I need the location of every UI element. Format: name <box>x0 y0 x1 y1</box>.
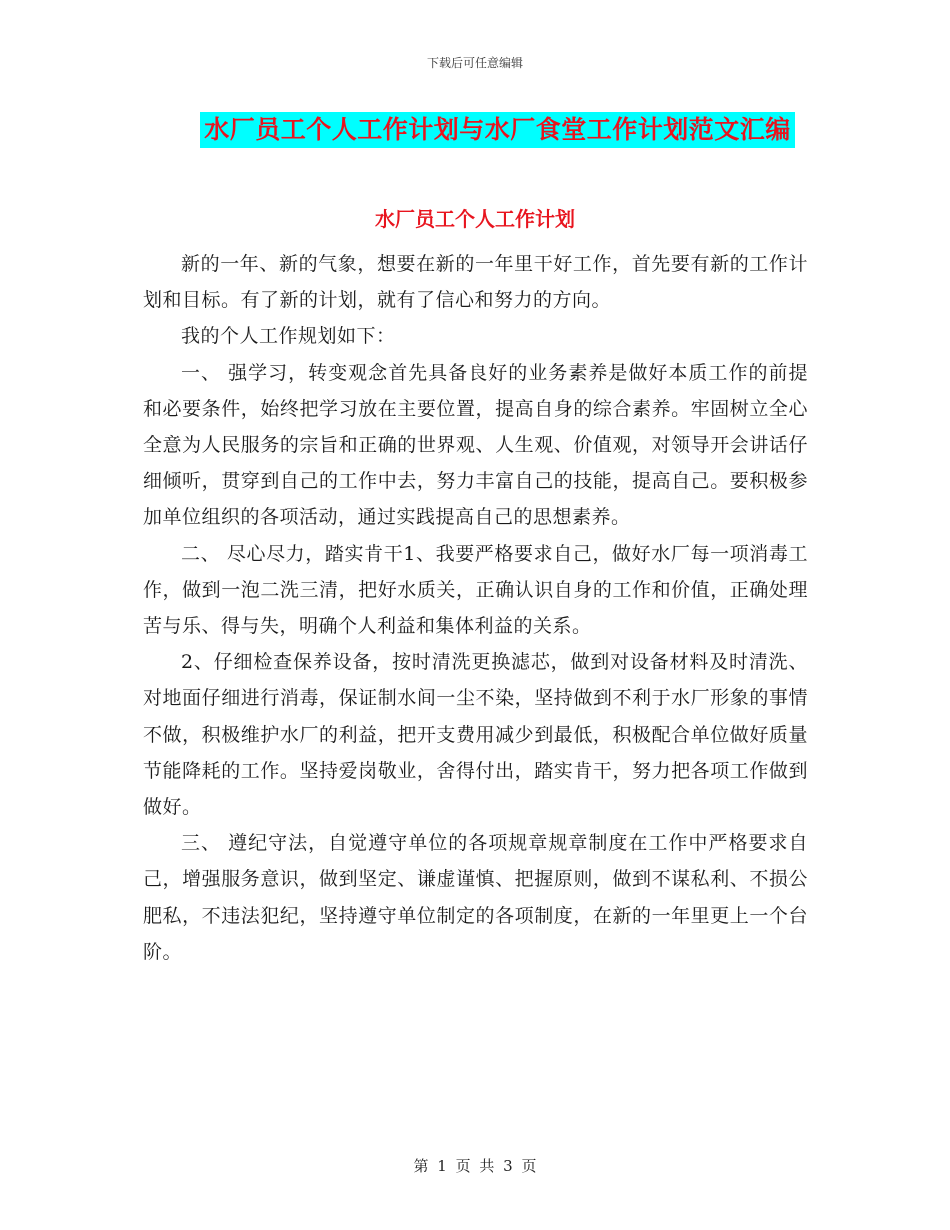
section-title: 水厂员工个人工作计划 <box>375 207 575 231</box>
paragraph-item-three: 三、 遵纪守法，自觉遵守单位的各项规章规章制度在工作中严格要求自己，增强服务意识，做到坚定、谦虚谨慎、把握原则，做到不谋私利、不损公肥私，不违法犯纪，坚持遵守单位制定的各项制度，在新的一年里更上一个台阶。 <box>143 832 808 963</box>
paragraph-item-two-sub: 2、仔细检查保养设备，按时清洗更换滤芯，做到对设备材料及时清洗、对地面仔细进行消毒，保证制水间一尘不染，坚持做到不利于水厂形象的事情不做，积极维护水厂的利益，把开支费用减少到最低，积极配合单位做好质量节能降耗的工作。坚持爱岗敬业，舍得付出，踏实肯干，努力把各项工作做到做好。 <box>143 651 808 819</box>
paragraph-item-two: 二、 尽心尽力，踏实肯干1、我要严格要求自己，做好水厂每一项消毒工作，做到一泡二洗三清，把好水质关，正确认识自身的工作和价值，正确处理苦与乐、得与失，明确个人利益和集体利益的关系。 <box>143 542 808 638</box>
page-number-footer: 第 1 页 共 3 页 <box>413 1157 537 1175</box>
paragraph-plan-heading: 我的个人工作规划如下： <box>181 325 396 348</box>
document-body <box>143 246 808 970</box>
main-title-wrap <box>0 112 950 148</box>
header-note: 下载后可任意编辑 <box>426 56 523 70</box>
paragraph-intro: 新的一年、新的气象，想要在新的一年里干好工作，首先要有新的工作计划和目标。有了新的计划，就有了信心和努力的方向。 <box>143 253 808 312</box>
main-title: 水厂员工个人工作计划与水厂食堂工作计划范文汇编 <box>200 112 795 148</box>
paragraph-item-one: 一、 强学习，转变观念首先具备良好的业务素养是做好本质工作的前提和必要条件，始终把学习放在主要位置，提高自身的综合素养。牢固树立全心全意为人民服务的宗旨和正确的世界观、人生观、价值观，对领导开会讲话仔细倾听，贯穿到自己的工作中去，努力丰富自己的技能，提高自己。要积极参加单位组织的各项活动，通过实践提高自己的思想素养。 <box>143 361 808 529</box>
